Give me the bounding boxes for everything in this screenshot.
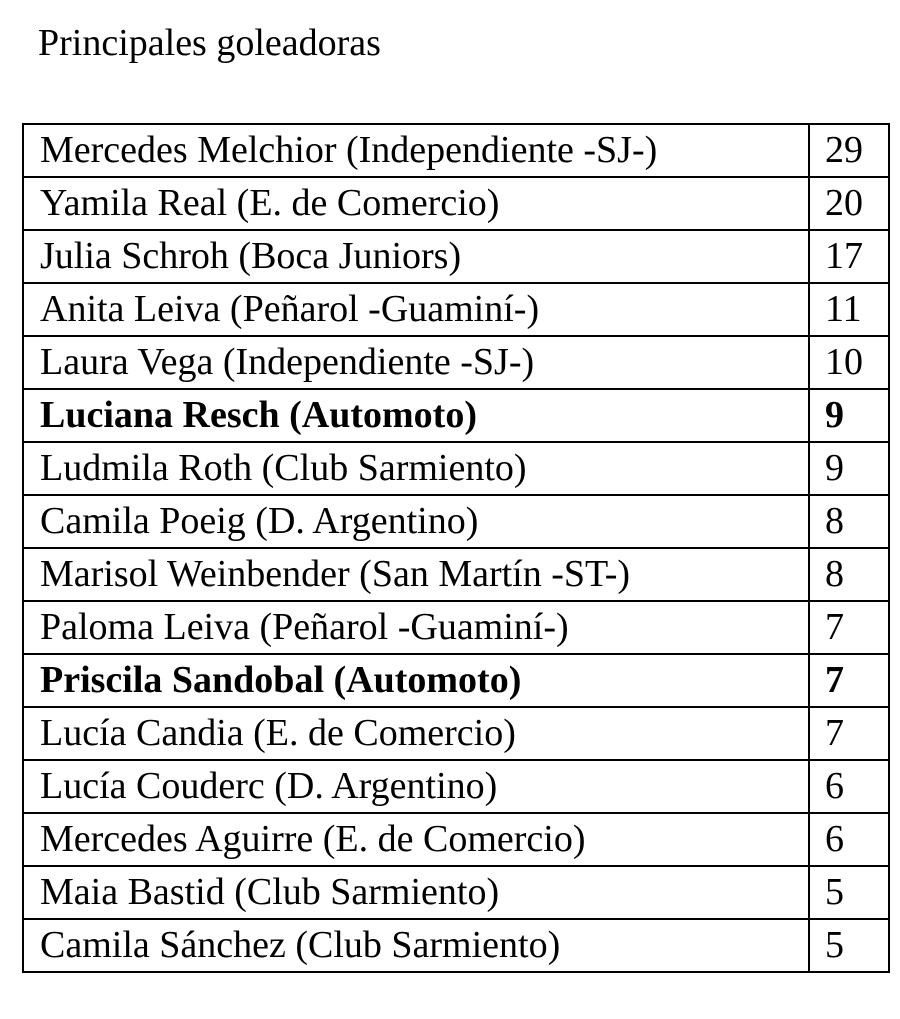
- player-name: Luciana Resch (Automoto): [23, 389, 809, 442]
- table-row: [23, 124, 889, 177]
- table-row: [23, 389, 889, 442]
- goal-count: 5: [809, 866, 889, 919]
- goal-count: 7: [809, 654, 889, 707]
- table-row: [23, 283, 889, 336]
- goal-count: 9: [809, 442, 889, 495]
- goal-count: 6: [809, 813, 889, 866]
- player-name: Marisol Weinbender (San Martín -ST-): [23, 548, 809, 601]
- player-name: Lucía Couderc (D. Argentino): [23, 760, 809, 813]
- goal-count: 11: [809, 283, 889, 336]
- goal-count: 8: [809, 548, 889, 601]
- goal-count: 20: [809, 177, 889, 230]
- player-name: Laura Vega (Independiente -SJ-): [23, 336, 809, 389]
- table-row: [23, 813, 889, 866]
- table-row: [23, 495, 889, 548]
- player-name: Yamila Real (E. de Comercio): [23, 177, 809, 230]
- goal-count: 9: [809, 389, 889, 442]
- table-row: [23, 707, 889, 760]
- table-row: [23, 601, 889, 654]
- player-name: Lucía Candia (E. de Comercio): [23, 707, 809, 760]
- goal-count: 6: [809, 760, 889, 813]
- table-row: [23, 177, 889, 230]
- top-scorers-body: [23, 124, 889, 972]
- goal-count: 7: [809, 601, 889, 654]
- player-name: Anita Leiva (Peñarol -Guaminí-): [23, 283, 809, 336]
- player-name: Mercedes Aguirre (E. de Comercio): [23, 813, 809, 866]
- player-name: Camila Poeig (D. Argentino): [23, 495, 809, 548]
- table-row: [23, 230, 889, 283]
- player-name: Paloma Leiva (Peñarol -Guaminí-): [23, 601, 809, 654]
- table-row: [23, 654, 889, 707]
- player-name: Maia Bastid (Club Sarmiento): [23, 866, 809, 919]
- table-row: [23, 919, 889, 972]
- player-name: Ludmila Roth (Club Sarmiento): [23, 442, 809, 495]
- table-row: [23, 336, 889, 389]
- player-name: Camila Sánchez (Club Sarmiento): [23, 919, 809, 972]
- player-name: Julia Schroh (Boca Juniors): [23, 230, 809, 283]
- goal-count: 10: [809, 336, 889, 389]
- table-row: [23, 760, 889, 813]
- goal-count: 7: [809, 707, 889, 760]
- table-row: [23, 548, 889, 601]
- player-name: Mercedes Melchior (Independiente -SJ-): [23, 124, 809, 177]
- goal-count: 8: [809, 495, 889, 548]
- player-name: Priscila Sandobal (Automoto): [23, 654, 809, 707]
- goal-count: 29: [809, 124, 889, 177]
- goal-count: 17: [809, 230, 889, 283]
- page-title: Principales goleadoras: [38, 22, 381, 64]
- table-row: [23, 866, 889, 919]
- goal-count: 5: [809, 919, 889, 972]
- table-row: [23, 442, 889, 495]
- top-scorers-table: [22, 123, 890, 973]
